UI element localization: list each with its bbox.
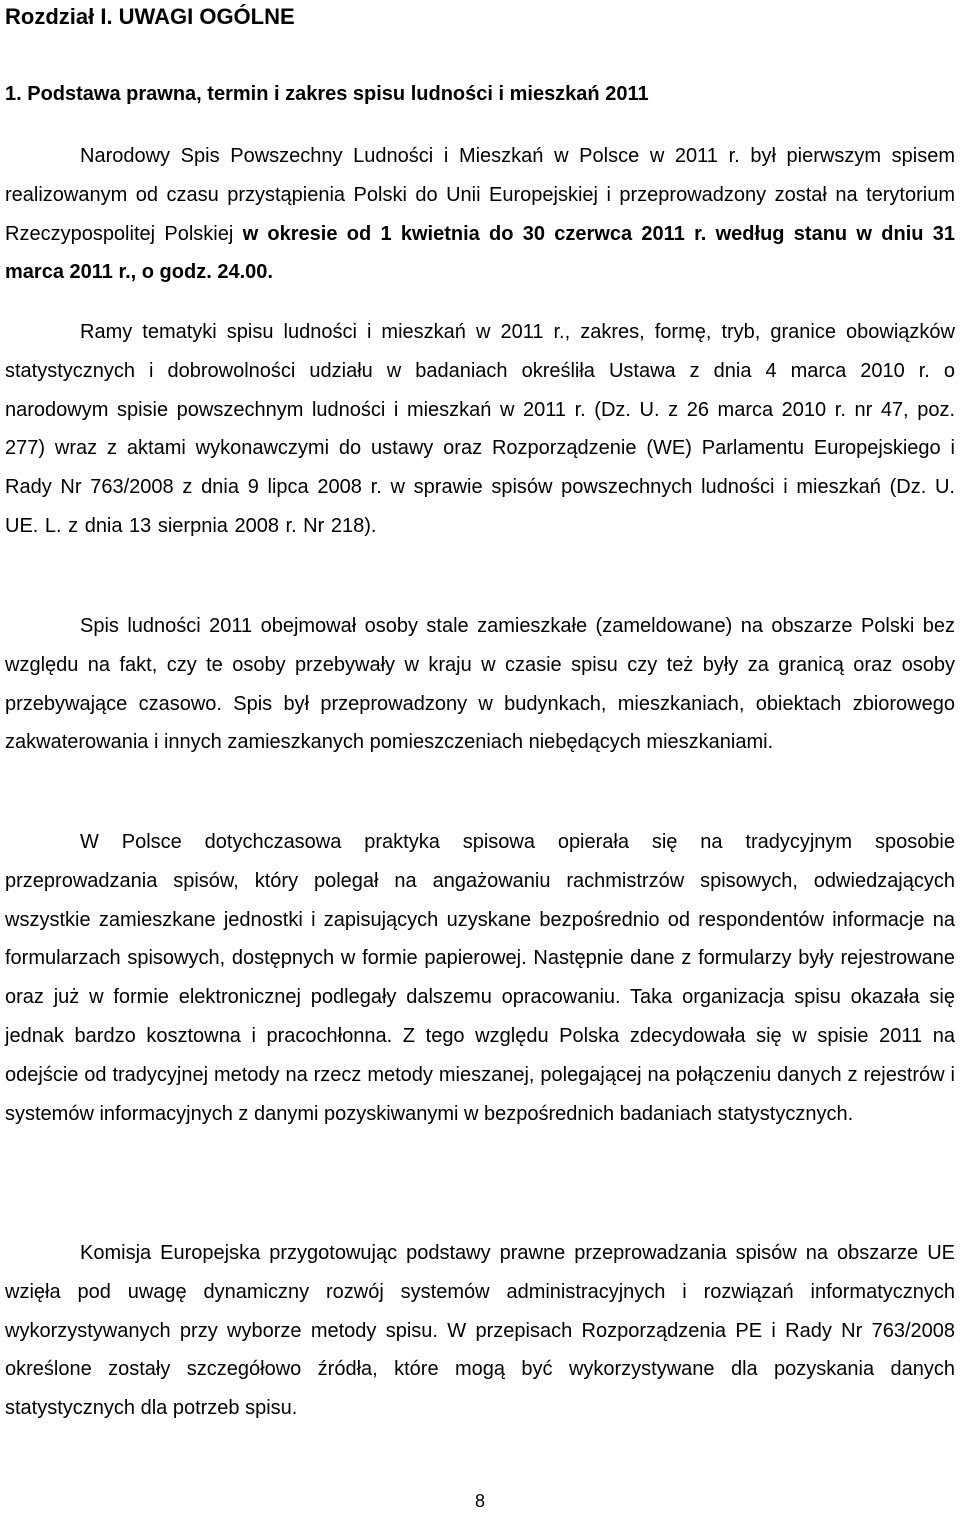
paragraph-text: Narodowy Spis Powszechny Ludności i Mieszkań w Polsce w 2011 r. był pierwszym spisem realizowanym od czasu przystąpienia Polski do Unii Europejskiej i przeprowadzony został na terytorium Rzeczypospolitej Polskiej <box>5 145 955 245</box>
paragraph-bold-dates: w okresie od 1 kwietnia do 30 czerwca 2011 r. według stanu w dniu 31 marca 2011 r., o godz. 24.00. <box>5 222 955 284</box>
paragraph-census-method: W Polsce dotychczasowa praktyka spisowa opierała się na tradycyjnym sposobie przeprowadzania spisów, który polegał na angażowaniu rachmistrzów spisowych, odwiedzających wszystkie zamieszkane jednostki i zapisujących uzyskane bezpośrednio od respondentów informacje na formularzach spisowych, dostępnych w formie papierowej. Następnie dane z formularzy były rejestrowane oraz już w formie elektronicznej podlegały dalszemu opracowaniu. Taka organizacja spisu okazała się jednak bardzo kosztowna i pracochłonna. Z tego względu Polska zdecydowała się w spisie 2011 na odejście od tradycyjnej metody na rzecz metody mieszanej, polegającej na połączeniu danych z rejestrów i systemów informacyjnych z danymi pozyskiwanymi w bezpośrednich badaniach statystycznych. <box>5 831 955 1125</box>
paragraph-population-coverage: Spis ludności 2011 obejmował osoby stale zamieszkałe (zameldowane) na obszarze Polski bez względu na fakt, czy te osoby przebywały w kraju w czasie spisu czy też były za granicą oraz osoby przebywające czasowo. Spis był przeprowadzony w budynkach, mieszkaniach, obiektach zbiorowego zakwaterowania i innych zamieszkanych pomieszczeniach niebędących mieszkaniami. <box>5 615 955 754</box>
section-title: 1. Podstawa prawna, termin i zakres spisu ludności i mieszkań 2011 <box>5 83 649 105</box>
paragraph-european-commission: Komisja Europejska przygotowując podstawy prawne przeprowadzania spisów na obszarze UE wzięła pod uwagę dynamiczny rozwój systemów administracyjnych i rozwiązań informatycznych wykorzystywanych przy wyborze metody spisu. W przepisach Rozporządzenia PE i Rady Nr 763/2008 określone zostały szczegółowo źródła, które mogą być wykorzystywane dla pozyskania danych statystycznych dla potrzeb spisu. <box>5 1242 955 1420</box>
paragraph-legal-basis: Ramy tematyki spisu ludności i mieszkań w 2011 r., zakres, formę, tryb, granice obowiązków statystycznych i dobrowolności udziału w badaniach określiła Ustawa z dnia 4 marca 2010 r. o narodowym spisie powszechnym ludności i mieszkań w 2011 r. (Dz. U. z 26 marca 2010 r. nr 47, poz. 277) wraz z aktami wykonawczymi do ustawy oraz Rozporządzenie (WE) Parlamentu Europejskiego i Rady Nr 763/2008 z dnia 9 lipca 2008 r. w sprawie spisów powszechnych ludności i mieszkań (Dz. U. UE. L. z dnia 13 sierpnia 2008 r. Nr 218). <box>5 321 955 537</box>
page-number: 8 <box>474 1491 485 1511</box>
paragraph-census-scope <box>5 137 955 292</box>
chapter-title: Rozdział I. UWAGI OGÓLNE <box>5 4 295 29</box>
